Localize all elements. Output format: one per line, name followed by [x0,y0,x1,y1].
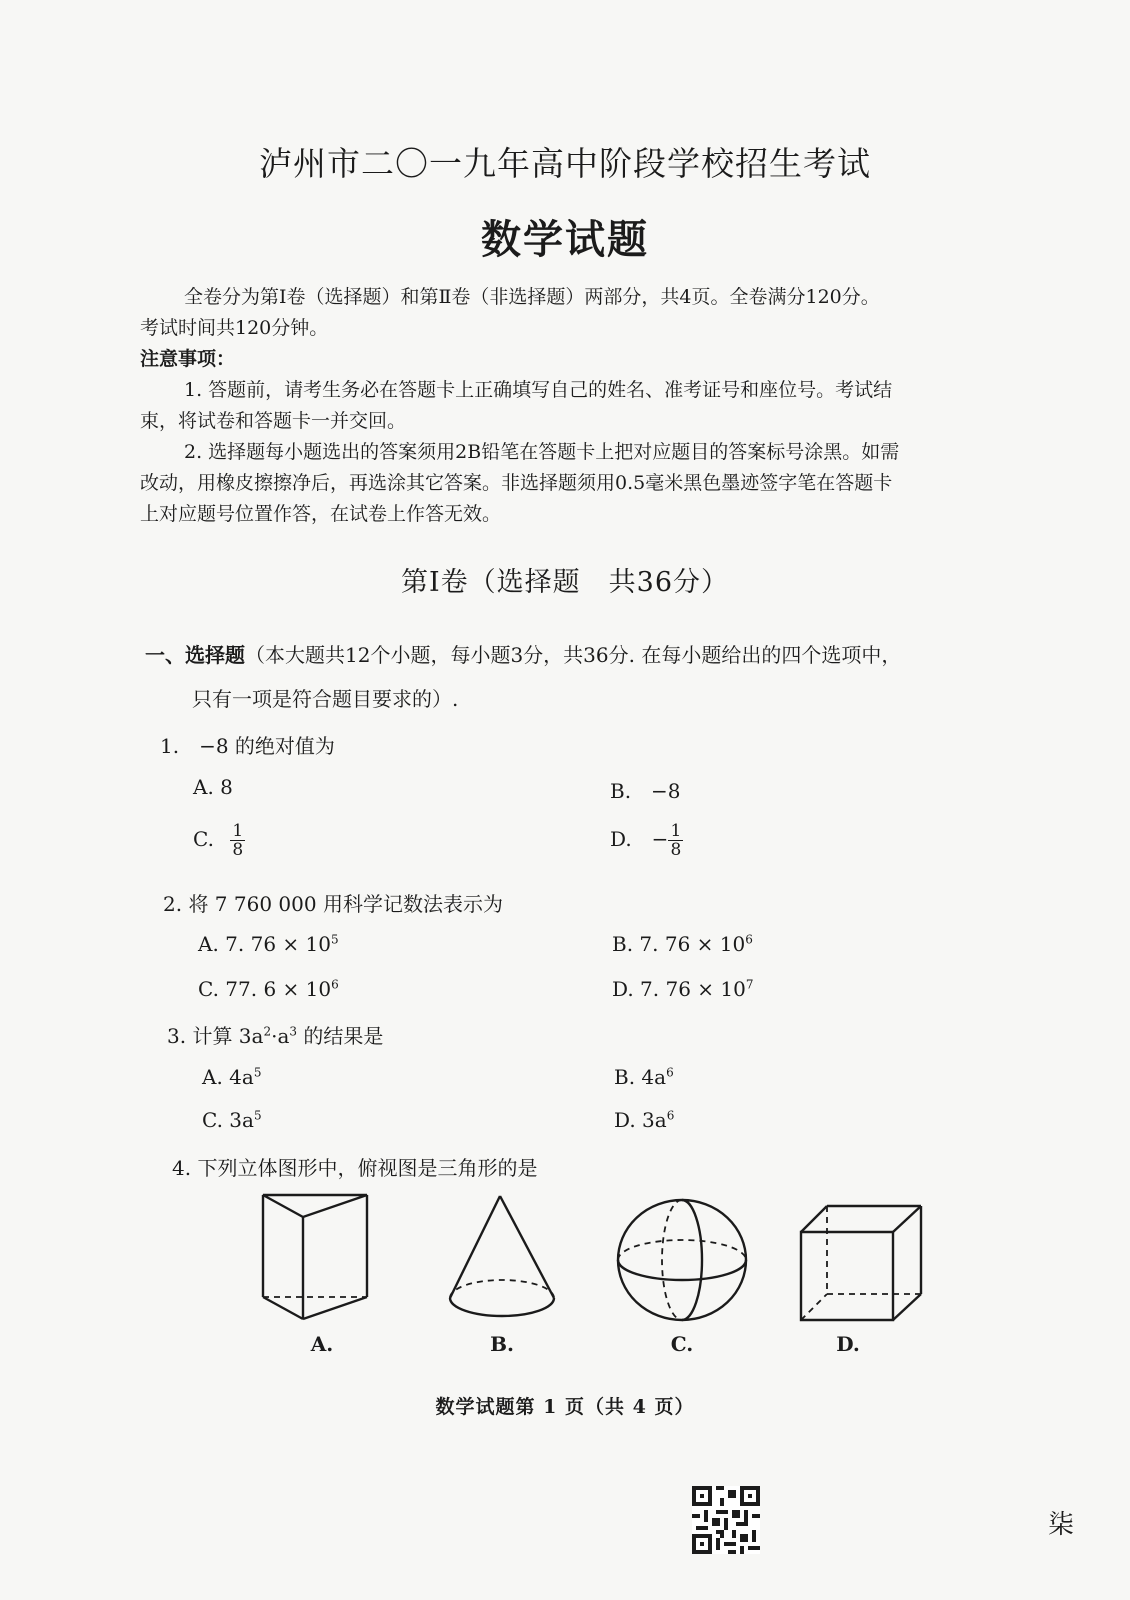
exam-intro [140,282,1030,530]
option-a-exponent: 5 [253,1065,262,1080]
question-2-option-c [198,977,339,1001]
option-c-exponent: 5 [253,1108,262,1123]
option-d-exponent: 6 [666,1108,675,1123]
fraction-numerator: 1 [670,821,682,841]
question-3-option-b [614,1065,674,1089]
triangular-prism-figure [255,1185,385,1325]
notice-2-line-2: 改动，用橡皮擦擦净后，再选涂其它答案。非选择题须用0.5毫米黑色墨迹签字笔在答题卡 [140,472,893,494]
part-one-description [145,633,1045,677]
intro-line-1: 全卷分为第Ⅰ卷（选择题）和第Ⅱ卷（非选择题）两部分，共4页。全卷满分120分。 [184,286,880,308]
question-3-stem [167,1020,383,1049]
notice-1-line-1: 1. 答题前，请考生务必在答题卡上正确填写自己的姓名、准考证号和座位号。考试结 [184,379,893,401]
exam-title: 泸州市二〇一九年高中阶段学校招生考试 [259,144,871,183]
question-1-option-d [610,822,683,859]
option-c-label: C. [193,827,214,851]
section-heading: 第Ⅰ卷（选择题 共36分） [400,567,730,598]
fraction-denominator: 8 [670,840,682,860]
stem-exponent-1: 2 [263,1024,272,1039]
question-1-stem: 1. −8 的绝对值为 [160,734,335,758]
question-1-option-a: A. 8 [193,775,233,799]
option-a-base: A. 4a [202,1065,254,1089]
option-d-base: D. 7. 76 × 10 [612,977,746,1001]
notice-2-line-3: 上对应题号位置作答，在试卷上作答无效。 [140,503,502,525]
option-b-exponent: 6 [745,932,753,947]
option-c-exponent: 6 [331,977,339,992]
fraction-numerator: 1 [232,821,244,841]
question-2-stem: 2. 将 7 760 000 用科学记数法表示为 [163,892,503,916]
part-desc-line-1: （本大题共12个小题，每小题3分，共36分. 在每小题给出的四个选项中， [245,643,902,667]
stem-part-2: ·a [271,1024,290,1048]
figure-a-label: A. [310,1332,334,1356]
stem-part-3: 的结果是 [297,1024,384,1048]
question-3-option-a [202,1065,261,1089]
question-1-option-b: B. −8 [610,779,681,803]
notice-heading: 注意事项： [140,348,236,370]
option-d-label: D. − [610,827,669,851]
notice-1-line-2: 束，将试卷和答题卡一并交回。 [140,410,407,432]
option-b-exponent: 6 [666,1065,674,1080]
option-c-base: C. 3a [202,1108,254,1132]
page-footer: 数学试题第 1 页（共 4 页） [435,1396,695,1418]
question-2-option-a [198,932,339,956]
figure-b-label: B. [490,1332,514,1356]
option-d-exponent: 7 [745,977,754,992]
cube-figure [795,1198,930,1328]
sphere-figure [612,1196,752,1326]
figure-c-label: C. [670,1332,694,1356]
subject-title: 数学试题 [481,216,649,263]
option-d-base: D. 3a [614,1108,667,1132]
stem-part-1: 3. 计算 3a [167,1024,264,1048]
qr-code-icon [692,1486,760,1554]
figure-d-label: D. [836,1332,860,1356]
option-b-base: B. 7. 76 × 10 [612,932,746,956]
fraction [230,822,245,859]
option-c-base: C. 77. 6 × 10 [198,977,332,1001]
option-a-exponent: 5 [330,932,339,947]
intro-line-2: 考试时间共120分钟。 [140,317,329,339]
notice-2-line-1: 2. 选择题每小题选出的答案须用2B铅笔在答题卡上把对应题目的答案标号涂黑。如需 [184,441,900,463]
question-4-stem: 4. 下列立体图形中，俯视图是三角形的是 [172,1156,538,1180]
cone-figure [442,1190,562,1328]
fraction [668,822,683,859]
question-2-option-b [612,932,753,956]
option-b-base: B. 4a [614,1065,667,1089]
question-3-option-d [614,1108,674,1132]
part-desc-line-2: 只有一项是符合题目要求的）. [192,687,459,711]
fraction-denominator: 8 [232,840,244,860]
part-label: 一、选择题 [145,643,245,667]
question-2-option-d [612,977,754,1001]
corner-mark: 柒 [1048,1510,1075,1540]
question-1-option-c [193,822,245,859]
stem-exponent-2: 3 [289,1024,298,1039]
question-3-option-c [202,1108,262,1132]
option-a-base: A. 7. 76 × 10 [198,932,331,956]
